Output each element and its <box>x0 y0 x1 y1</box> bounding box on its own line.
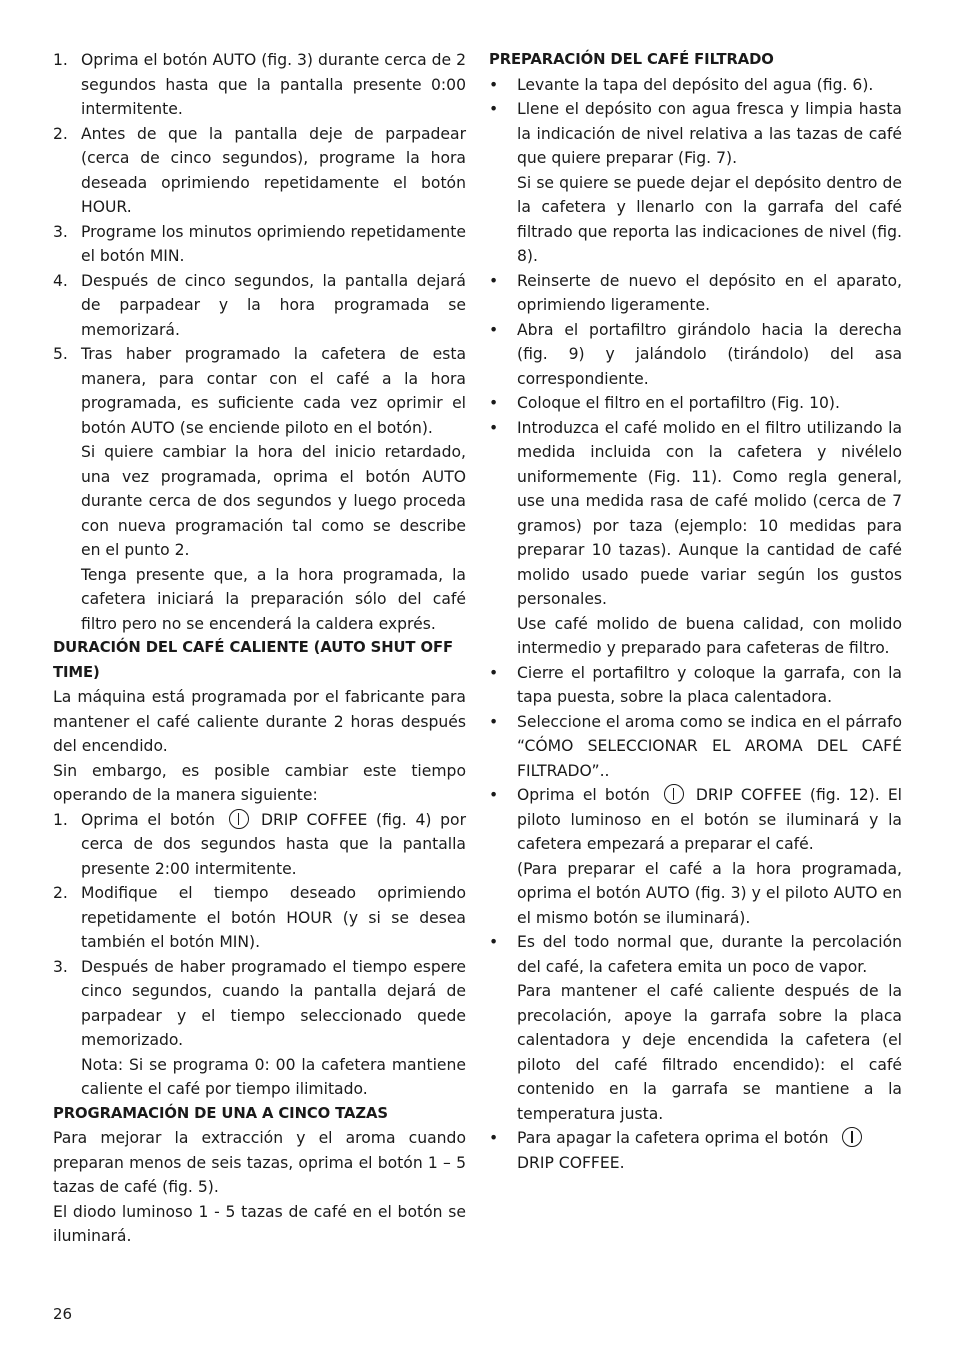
power-button-icon <box>664 784 684 804</box>
power-button-icon <box>229 809 249 829</box>
paragraph: La máquina está programada por el fabricante para mantener el café caliente durante 2 horas después del encendido. <box>53 688 466 755</box>
step-item <box>53 955 466 1102</box>
bullet: • <box>489 933 499 951</box>
list-text: Levante la tapa del depósito del agua (fig. 6). <box>517 75 874 94</box>
list-item <box>489 416 902 661</box>
step-text-pre: Oprima el botón <box>81 810 215 829</box>
list-item <box>489 710 902 784</box>
bullet: • <box>489 320 499 339</box>
list-text: Cierre el portafiltro y coloque la garrafa, con la tapa puesta, sobre la placa calentadora. <box>517 663 902 706</box>
step-text: Antes de que la pantalla deje de parpadear (cerca de cinco segundos), programe la hora deseada oprimiendo repetidamente el botón HOUR. <box>81 124 466 216</box>
bullet: • <box>489 663 499 682</box>
list-text-pre: Para apagar la cafetera oprima el botón <box>517 1129 829 1147</box>
step-item <box>53 122 466 220</box>
list-note: Si se quiere se puede dejar el depósito dentro de la cafetera y llenarlo con la garrafa del café filtrado que reporta las indicaciones de nivel (fig. 8). <box>517 173 902 265</box>
step-text: Después de haber programado el tiempo espere cinco segundos, cuando la pantalla dejará de parpadear y el tiempo seleccionado quede memorizado. <box>81 957 466 1049</box>
bullet: • <box>489 1129 499 1147</box>
list-note: (Para preparar el café a la hora programada, oprima el botón AUTO (fig. 3) y el piloto AUTO en el mismo botón se iluminará). <box>517 859 902 927</box>
list-item <box>489 73 902 98</box>
paragraph: Para mejorar la extracción y el aroma cuando preparan menos de seis tazas, oprima el botón 1 – 5 tazas de café (fig. 5). <box>53 1129 466 1196</box>
step-number: 3. <box>53 957 68 976</box>
bullet: • <box>489 394 499 412</box>
list-text-pre: Oprima el botón <box>517 786 650 804</box>
step-note: Tenga presente que, a la hora programada, la cafetera iniciará la preparación sólo del café filtro pero no se encenderá la caldera exprés. <box>81 565 466 633</box>
list-text: Introduzca el café molido en el filtro utilizando la medida incluida con la cafetera y nivélelo uniformemente (Fig. 11). Como regla general, use una medida rasa de café molido (cerca de 7 gramos) por taza (ejemplo: 10 medidas para preparar 10 tazas). Aunque la cantidad de café molido usado puede variar según los gustos personales. <box>517 418 902 608</box>
paragraph: Sin embargo, es posible cambiar este tiempo operando de la manera siguiente: <box>53 761 466 804</box>
bullet: • <box>489 786 499 804</box>
step-note: Nota: Si se programa 0: 00 la cafetera mantiene caliente el café por tiempo ilimitado. <box>81 1055 466 1098</box>
list-note: Para mantener el café caliente después de la precolación, apoye la garrafa sobre la placa calentadora y deje encendida la cafetera (el piloto del café filtrado encendido): el café contenido en la garrafa se mantiene a la temperatura justa. <box>517 982 902 1123</box>
left-column <box>53 48 466 1249</box>
list-text: Llene el depósito con agua fresca y limpia hasta la indicación de nivel relativa a las tazas de café que quiere preparar (Fig. 7). <box>517 100 902 167</box>
step-item <box>53 48 466 122</box>
step-number: 2. <box>53 884 68 902</box>
bullet: • <box>489 712 499 731</box>
list-item <box>489 318 902 392</box>
list-text-post: DRIP COFFEE (fig. 12). El piloto luminoso en el botón se iluminará y la cafetera empezará a preparar el café. <box>517 786 903 853</box>
list-text: Seleccione el aroma como se indica en el párrafo “CÓMO SELECCIONAR EL AROMA DEL CAFÉ FILTRADO”.. <box>517 712 902 780</box>
step-text: Oprima el botón AUTO (fig. 3) durante cerca de 2 segundos hasta que la pantalla presente 0:00 intermitente. <box>81 51 466 118</box>
list-item <box>489 661 902 710</box>
step-number: 1. <box>53 810 68 829</box>
list-item <box>489 97 902 269</box>
step-item <box>53 881 466 955</box>
list-text: Es del todo normal que, durante la percolación del café, la cafetera emita un poco de vapor. <box>517 933 902 976</box>
paragraph: El diodo luminoso 1 - 5 tazas de café en el botón se iluminará. <box>53 1202 466 1245</box>
list-item <box>489 783 902 930</box>
step-text-post: DRIP COFFEE (fig. 4) por cerca de dos segundos hasta que la pantalla presente 2:00 intermitente. <box>81 810 466 878</box>
list-item <box>489 1126 902 1175</box>
section-heading-filter: PREPARACIÓN DEL CAFÉ FILTRADO <box>489 51 774 68</box>
section-heading-shutoff: DURACIÓN DEL CAFÉ CALIENTE (AUTO SHUT OFF TIME) <box>53 639 453 681</box>
bullet: • <box>489 100 499 118</box>
step-number: 4. <box>53 271 68 290</box>
power-button-icon <box>842 1127 862 1147</box>
list-text: Reinserte de nuevo el depósito en el aparato, oprimiendo ligeramente. <box>517 271 902 314</box>
bullet: • <box>489 271 499 290</box>
step-item <box>53 220 466 269</box>
bullet: • <box>489 75 499 94</box>
list-text: Coloque el filtro en el portafiltro (Fig. 10). <box>517 394 840 412</box>
step-number: 1. <box>53 51 68 69</box>
list-text <box>517 1126 902 1175</box>
step-text: Tras haber programado la cafetera de esta manera, para contar con el café a la hora programada, es suficiente cada vez oprimir el botón AUTO (se enciende piloto en el botón). <box>81 345 466 437</box>
step-number: 3. <box>53 222 68 241</box>
page-number: 26 <box>53 1305 73 1323</box>
step-number: 5. <box>53 345 68 363</box>
right-column <box>489 48 902 1175</box>
step-text <box>81 808 466 882</box>
list-item <box>489 391 902 416</box>
step-text: Modifique el tiempo deseado oprimiendo repetidamente el botón HOUR (y si se desea también el botón MIN). <box>81 884 466 951</box>
list-text <box>517 783 902 857</box>
list-item <box>489 269 902 318</box>
list-item <box>489 930 902 1126</box>
step-text: Programe los minutos oprimiendo repetidamente el botón MIN. <box>81 222 466 265</box>
step-note: Si quiere cambiar la hora del inicio retardado, una vez programada, oprima el botón AUTO durante cerca de dos segundos y luego proceda con nueva programación tal como se describe en el punto 2. <box>81 443 466 559</box>
step-item <box>53 808 466 882</box>
bullet: • <box>489 418 499 437</box>
step-item <box>53 342 466 636</box>
step-text: Después de cinco segundos, la pantalla dejará de parpadear y la hora programada se memorizará. <box>81 271 466 339</box>
step-number: 2. <box>53 124 68 143</box>
list-note: Use café molido de buena calidad, con molido intermedio y preparado para cafeteras de filtro. <box>517 614 902 657</box>
list-text: Abra el portafiltro girándolo hacia la derecha (fig. 9) y jalándolo (tirándolo) del asa correspondiente. <box>517 320 902 388</box>
section-heading-cups: PROGRAMACIÓN DE UNA A CINCO TAZAS <box>53 1104 388 1122</box>
step-item <box>53 269 466 343</box>
list-text-post: DRIP COFFEE. <box>517 1153 625 1172</box>
